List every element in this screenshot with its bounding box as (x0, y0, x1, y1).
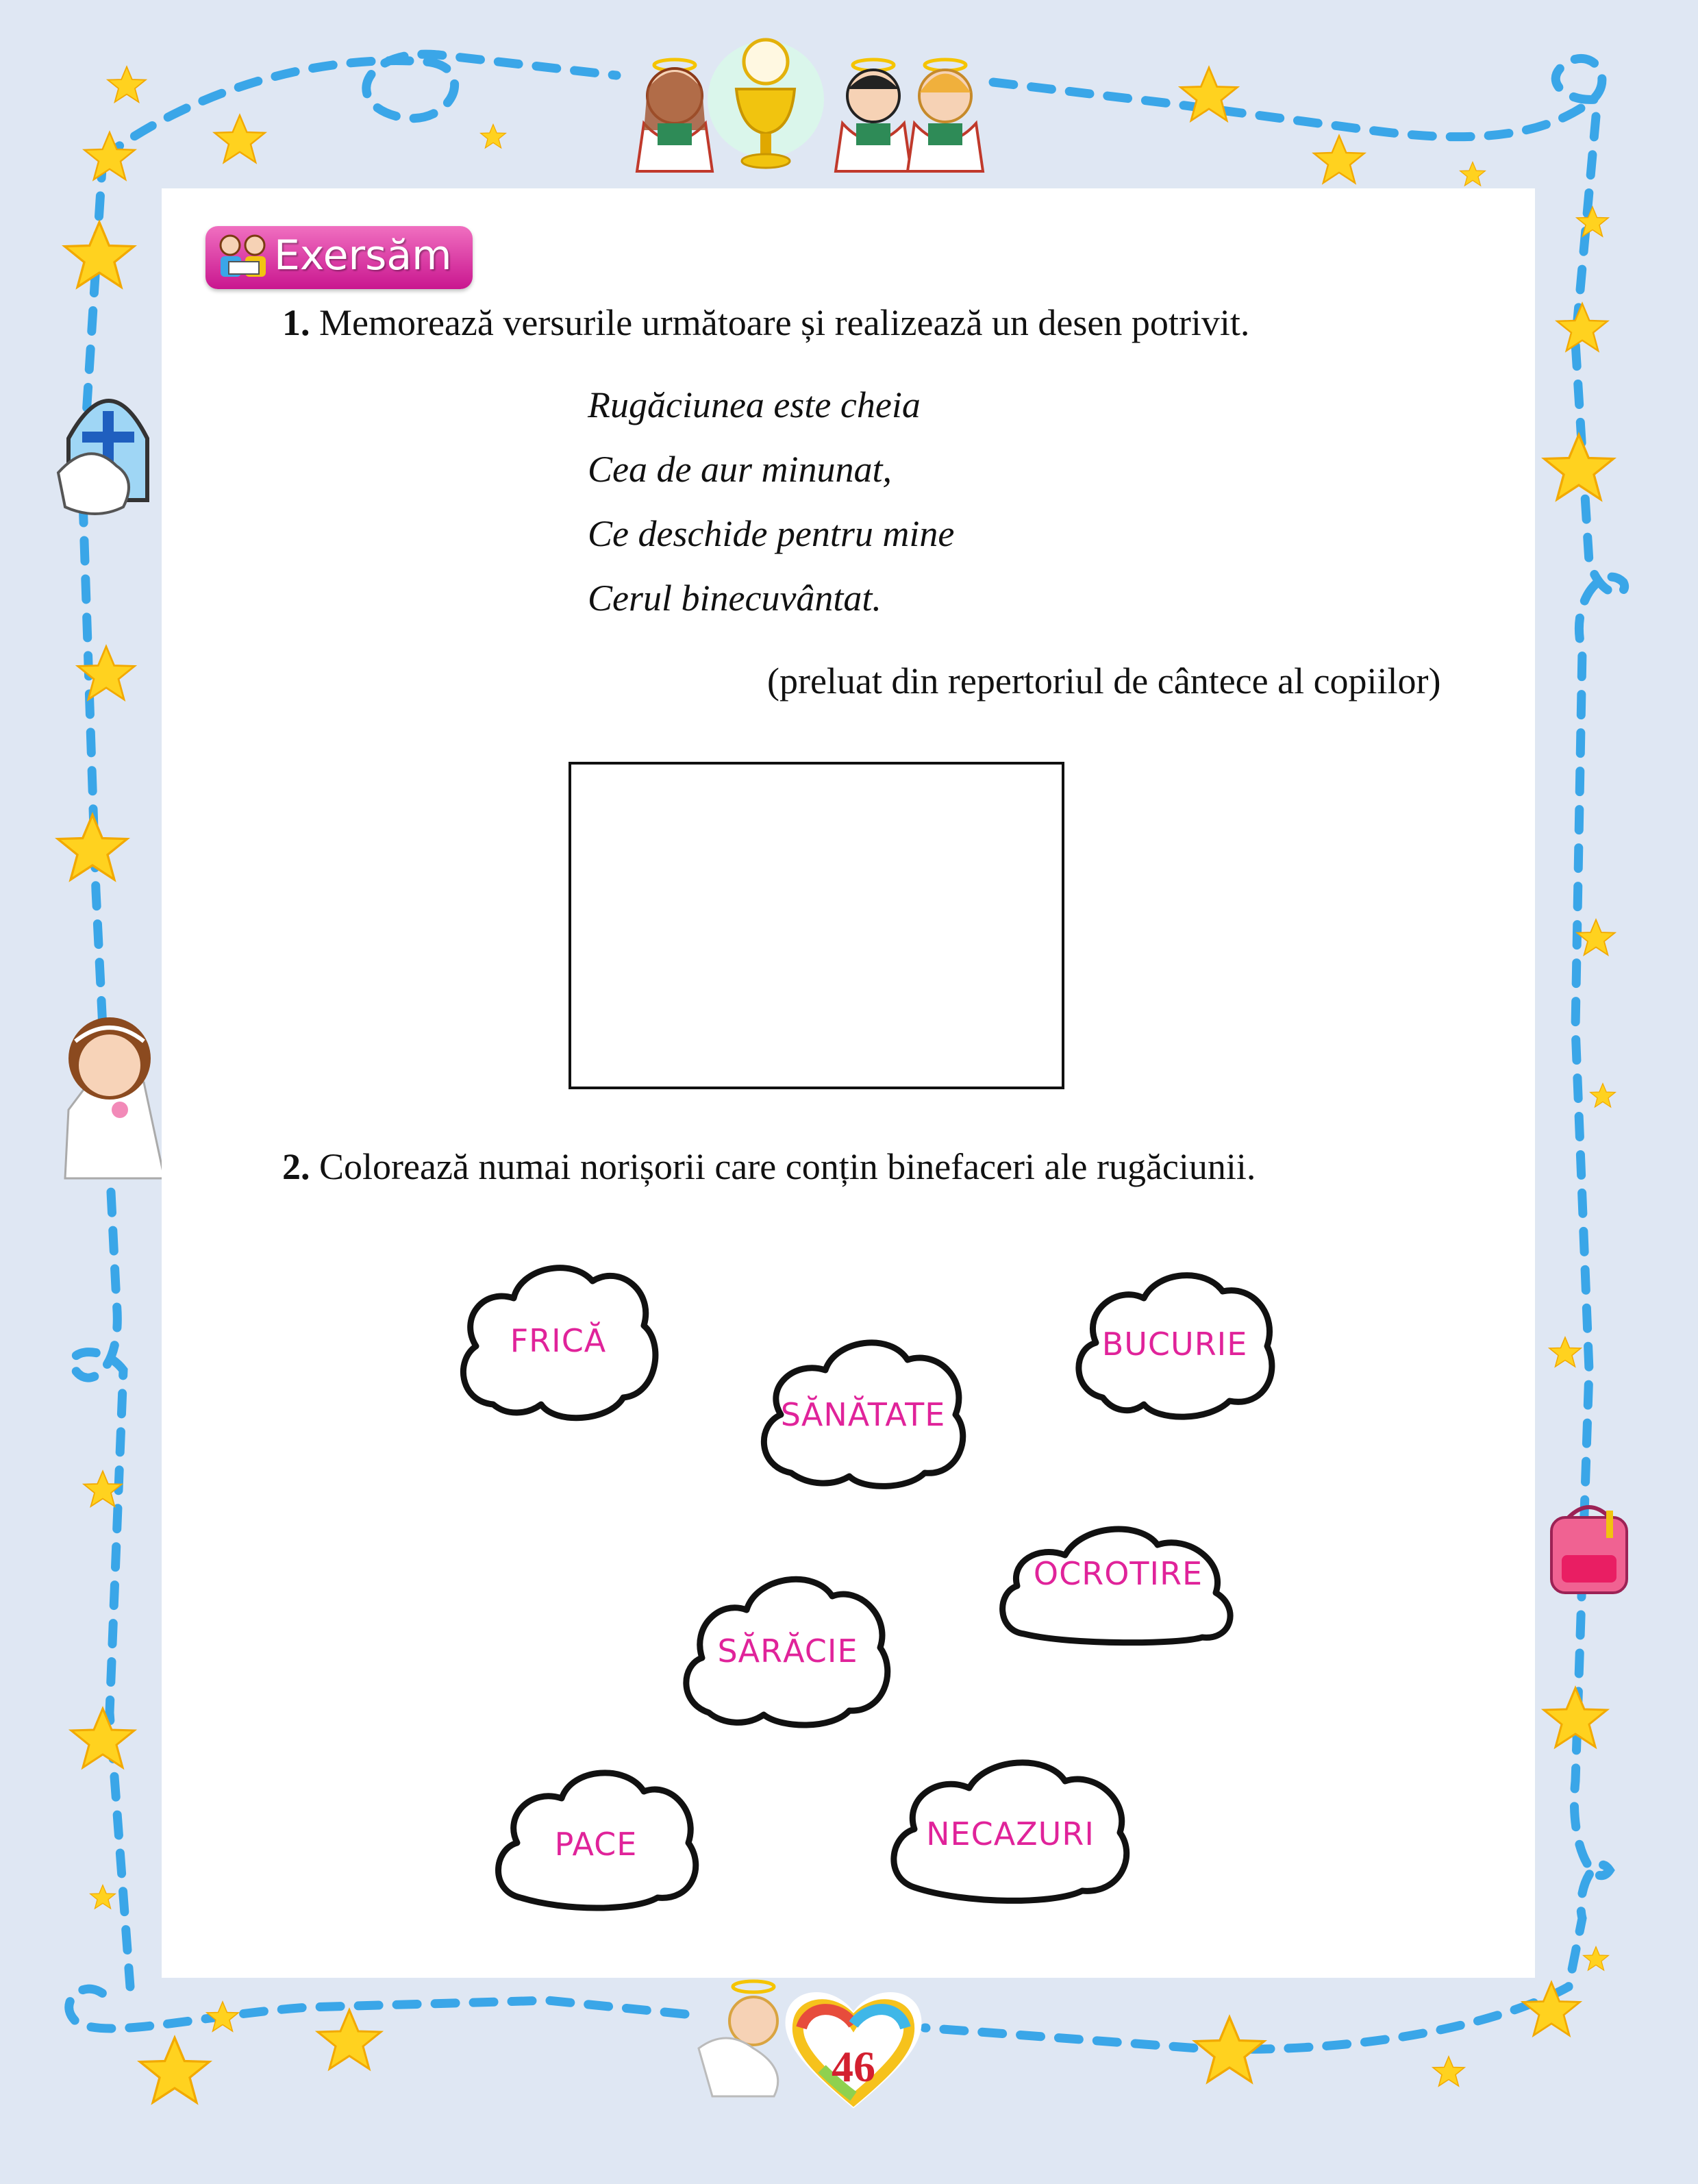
cloud-label: SĂNĂTATE (780, 1396, 946, 1433)
angel-icon (908, 60, 983, 171)
cloud-label: BUCURIE (1101, 1326, 1248, 1363)
cloud-label: PACE (554, 1826, 638, 1863)
cloud-label: FRICĂ (510, 1322, 607, 1359)
angel-icon (637, 60, 712, 171)
cloud-saracie[interactable] (678, 1559, 897, 1730)
praying-angel-icon (699, 1981, 778, 2096)
chalice-icon (708, 40, 824, 168)
verse-line: Ce deschide pentru mine (588, 513, 955, 554)
cloud-label: SĂRĂCIE (717, 1633, 858, 1670)
verse-line: Cea de aur minunat, (588, 449, 892, 490)
girl-icon (65, 1017, 164, 1178)
cloud-ocrotire[interactable] (997, 1514, 1240, 1648)
verse-line: Cerul binecuvântat. (588, 578, 882, 619)
page-number: 46 (832, 2042, 875, 2091)
badge-label: Exersăm (274, 232, 452, 280)
cloud-necazuri[interactable] (884, 1747, 1137, 1908)
verse-line: Rugăciunea este cheia (588, 384, 921, 425)
exercise-1-instruction (282, 301, 1249, 344)
backpack-icon (1551, 1507, 1627, 1593)
exercise-2-instruction (282, 1145, 1256, 1188)
children-reading-icon (215, 233, 273, 282)
church-window-dove-icon (58, 401, 147, 514)
cloud-label: NECAZURI (926, 1815, 1095, 1852)
exercise-2-number: 2. (282, 1146, 310, 1187)
cloud-pace[interactable] (490, 1757, 702, 1911)
drawing-box[interactable] (569, 762, 1064, 1089)
exercise-2-text: Colorează numai norișorii care conțin binefaceri ale rugăciunii. (319, 1146, 1256, 1187)
verse-source: (preluat din repertoriul de cântece al copiilor) (767, 660, 1441, 702)
cloud-label: OCROTIRE (1033, 1555, 1203, 1592)
angel-icon (836, 60, 911, 171)
cloud-sanatate[interactable] (753, 1322, 973, 1493)
exercise-1-text: Memorează versurile următoare și realizează un desen potrivit. (319, 302, 1250, 343)
cloud-frica[interactable] (452, 1257, 664, 1428)
exercise-section-badge (205, 226, 473, 289)
cloud-bucurie[interactable] (1069, 1261, 1281, 1432)
exercise-1-number: 1. (282, 302, 310, 343)
